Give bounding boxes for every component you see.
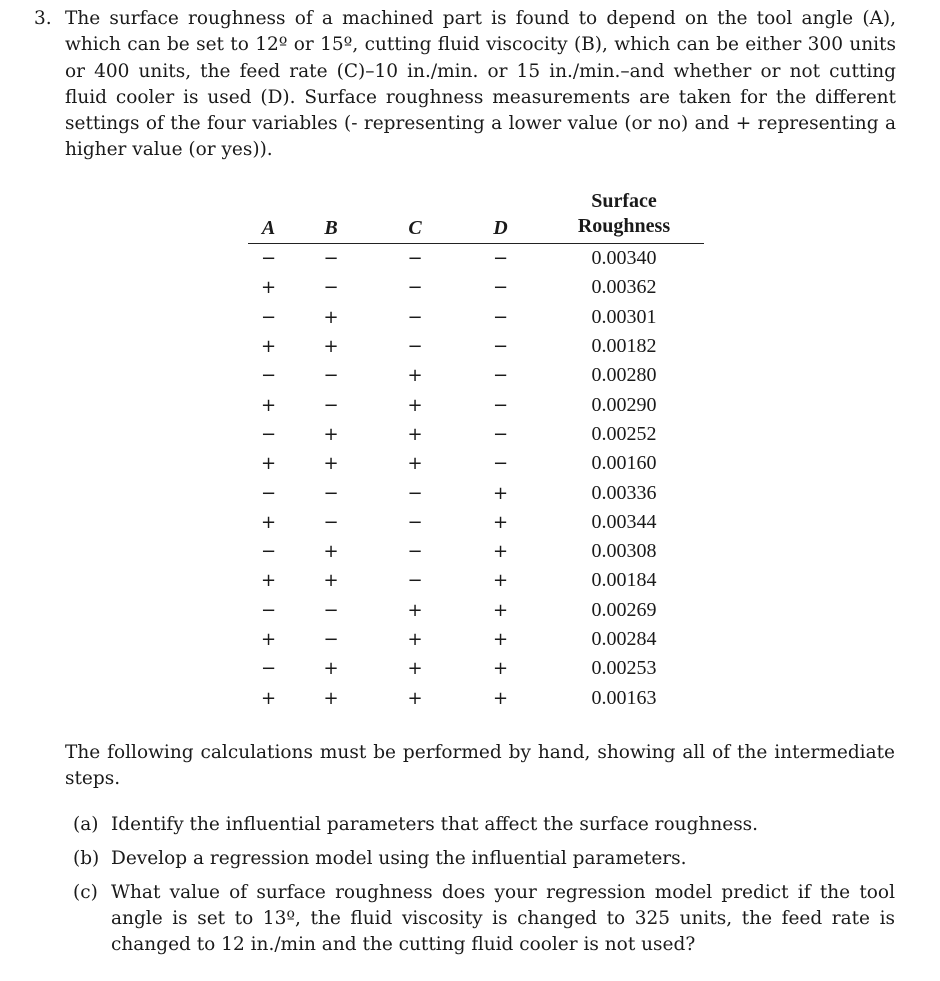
roughness-cell: 0.00253	[591, 657, 657, 680]
factor-d-cell: −	[492, 423, 509, 445]
factor-d-cell: −	[492, 453, 509, 475]
header-roughness-line1: Surface	[591, 190, 657, 212]
factor-b-cell: −	[323, 365, 339, 387]
roughness-table	[248, 183, 704, 713]
table-row	[248, 596, 704, 625]
factor-c-cell: −	[407, 277, 423, 299]
factor-a-cell: −	[260, 365, 277, 387]
factor-c-cell: +	[407, 453, 423, 475]
roughness-cell: 0.00344	[591, 510, 657, 533]
table-row	[248, 683, 704, 712]
factor-c-cell: −	[407, 541, 423, 563]
factor-c-cell: +	[407, 365, 423, 387]
factor-b-cell: +	[323, 541, 339, 563]
factor-c-cell: +	[407, 599, 423, 621]
table-row	[248, 508, 704, 537]
table-row	[248, 390, 704, 419]
roughness-cell: 0.00284	[591, 628, 657, 650]
roughness-cell: 0.00160	[591, 452, 657, 475]
factor-a-cell: +	[260, 394, 277, 416]
factor-a-cell: −	[260, 599, 277, 621]
roughness-cell: 0.00280	[591, 364, 657, 387]
question-part-c	[73, 880, 895, 958]
roughness-cell: 0.00184	[591, 569, 657, 592]
part-label: (c)	[73, 882, 98, 903]
factor-a-cell: −	[260, 482, 277, 504]
part-text: Identify the influential parameters that affect the surface roughness.	[111, 814, 759, 835]
factor-a-cell: −	[260, 423, 277, 445]
factor-d-cell: −	[492, 336, 509, 358]
header-roughness-line2: Roughness	[577, 215, 671, 237]
factor-c-cell: −	[407, 248, 423, 270]
factor-d-cell: −	[492, 365, 509, 387]
factor-b-cell: −	[323, 277, 339, 299]
roughness-cell: 0.00308	[591, 540, 657, 563]
header-surface-roughness	[544, 183, 704, 244]
part-text: Develop a regression model using the influential parameters.	[111, 848, 687, 869]
problem-statement	[34, 6, 896, 164]
table-row	[248, 332, 704, 361]
roughness-cell: 0.00340	[591, 247, 657, 270]
header-a: A	[248, 183, 289, 244]
factor-c-cell: −	[407, 336, 423, 358]
table-row	[248, 273, 704, 302]
factor-d-cell: +	[492, 687, 509, 709]
factor-b-cell: −	[323, 248, 339, 270]
factor-b-cell: +	[323, 306, 339, 328]
table-row	[248, 244, 704, 274]
table-row	[248, 449, 704, 478]
factor-d-cell: +	[492, 599, 509, 621]
factor-c-cell: +	[407, 687, 423, 709]
table-row	[248, 625, 704, 654]
roughness-cell: 0.00301	[591, 305, 657, 328]
factor-a-cell: −	[260, 306, 277, 328]
factor-a-cell: −	[260, 248, 277, 270]
factor-a-cell: +	[260, 570, 277, 592]
part-label: (a)	[73, 814, 99, 835]
problem-number: 3.	[34, 8, 52, 29]
factor-b-cell: −	[323, 482, 339, 504]
roughness-cell: 0.00182	[591, 335, 657, 358]
factor-b-cell: +	[323, 336, 339, 358]
factor-b-cell: +	[323, 687, 339, 709]
factor-d-cell: +	[492, 482, 509, 504]
question-part-b	[73, 846, 895, 872]
factor-c-cell: −	[407, 482, 423, 504]
factor-d-cell: −	[492, 248, 509, 270]
factor-a-cell: +	[260, 687, 277, 709]
roughness-cell: 0.00163	[591, 686, 657, 709]
question-parts	[73, 812, 895, 966]
header-d: D	[457, 183, 544, 244]
factor-b-cell: −	[323, 599, 339, 621]
roughness-table-container	[248, 183, 704, 713]
table-row	[248, 361, 704, 390]
factor-d-cell: +	[492, 570, 509, 592]
factor-c-cell: −	[407, 306, 423, 328]
question-part-a	[73, 812, 895, 838]
factor-d-cell: −	[492, 306, 509, 328]
factor-a-cell: −	[260, 541, 277, 563]
factor-a-cell: +	[260, 277, 277, 299]
table-body	[248, 244, 704, 713]
factor-c-cell: +	[407, 658, 423, 680]
roughness-cell: 0.00362	[591, 276, 657, 299]
factor-d-cell: +	[492, 541, 509, 563]
header-b: B	[289, 183, 373, 244]
factor-b-cell: +	[323, 423, 339, 445]
factor-d-cell: +	[492, 629, 509, 650]
factor-d-cell: −	[492, 394, 509, 416]
table-row	[248, 303, 704, 332]
factor-c-cell: −	[407, 570, 423, 592]
factor-b-cell: −	[323, 511, 339, 533]
instructions-text: The following calculations must be performed by hand, showing all of the intermediate steps.	[65, 742, 895, 790]
factor-a-cell: +	[260, 453, 277, 475]
factor-b-cell: +	[323, 453, 339, 475]
factor-b-cell: −	[323, 394, 339, 416]
table-row	[248, 420, 704, 449]
part-label: (b)	[73, 848, 100, 869]
table-row	[248, 478, 704, 507]
table-header-row	[248, 183, 704, 244]
factor-d-cell: −	[492, 277, 509, 299]
factor-b-cell: −	[323, 629, 339, 650]
factor-d-cell: +	[492, 511, 509, 533]
part-text: What value of surface roughness does your regression model predict if the tool angle is set to 13º, the fluid viscosity is changed to 325 units, the feed rate is changed to 12 in./min and the cutting fluid cooler is not used?	[111, 882, 895, 955]
problem-text: The surface roughness of a machined part is found to depend on the tool angle (A), which can be set to 12º or 15º, cutting fluid viscocity (B), which can be either 300 units or 400 units, the feed rate (C)–10 in./min. or 15 in./min.–and whether or not cutting fluid cooler is used (D). Surface roughness measurements are taken for the different settings of the four variables (- representing a lower value (or no) and + representing a higher value (or yes)).	[65, 8, 896, 161]
factor-a-cell: +	[260, 511, 277, 533]
factor-b-cell: +	[323, 658, 339, 680]
factor-c-cell: +	[407, 394, 423, 416]
table-row	[248, 654, 704, 683]
roughness-cell: 0.00269	[591, 598, 657, 621]
roughness-cell: 0.00336	[591, 481, 657, 504]
factor-a-cell: −	[260, 658, 277, 680]
factor-b-cell: +	[323, 570, 339, 592]
factor-a-cell: +	[260, 336, 277, 358]
roughness-cell: 0.00252	[591, 422, 657, 445]
table-row	[248, 537, 704, 566]
table-row	[248, 566, 704, 595]
header-c: C	[373, 183, 457, 244]
factor-c-cell: +	[407, 629, 423, 650]
factor-d-cell: +	[492, 658, 509, 680]
factor-c-cell: +	[407, 423, 423, 445]
roughness-cell: 0.00290	[591, 393, 657, 416]
factor-c-cell: −	[407, 511, 423, 533]
factor-a-cell: +	[260, 629, 277, 650]
